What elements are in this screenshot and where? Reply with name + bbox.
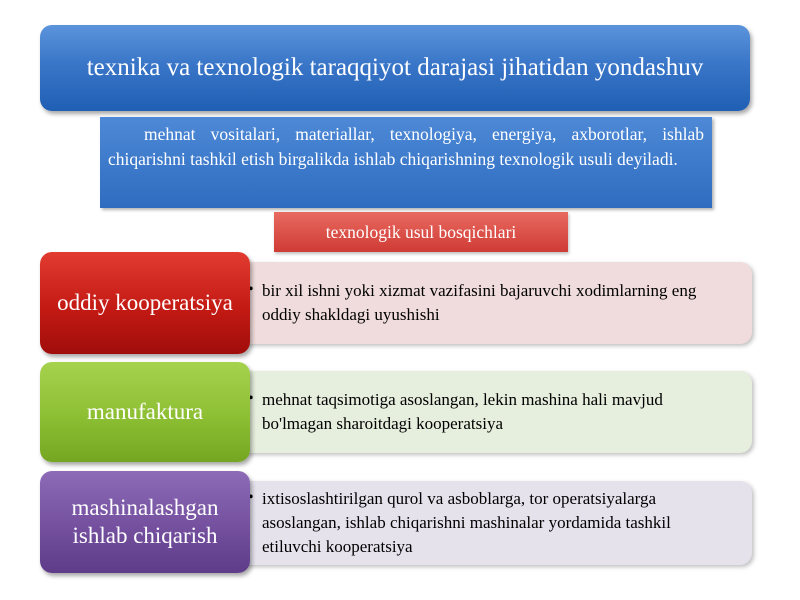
stages-label bbox=[274, 212, 568, 252]
stage-name-2: manufaktura bbox=[86, 399, 204, 424]
definition-box bbox=[100, 117, 712, 208]
stage-description-1 bbox=[210, 262, 752, 344]
stage-description-text-3: • ixtisoslashtirilgan qurol va asboblarga, tor operatsiyalarga asoslangan, ishlab chiqarishni mashinalar yordamida tashkil etiluvchi kooperatsiya bbox=[262, 487, 734, 559]
stage-description-2 bbox=[210, 371, 752, 453]
definition-text: mehnat vositalari, materiallar, texnologiya, energiya, axborotlar, ishlab chiqarishni tashkil etish birgalikda ishlab chiqarishning texnologik usuli deyiladi. bbox=[108, 124, 704, 169]
stage-description-3 bbox=[210, 481, 752, 565]
stage-box-2 bbox=[40, 362, 250, 462]
stage-box-3 bbox=[40, 471, 250, 573]
stage-name-1: oddiy kooperatsiya bbox=[57, 290, 233, 315]
stage-box-1 bbox=[40, 252, 250, 354]
stages-label-text: texnologik usul bosqichlari bbox=[325, 221, 517, 242]
diagram-title-text: texnika va texnologik taraqqiyot darajasi jihatidan yondashuv bbox=[86, 54, 704, 81]
diagram-title bbox=[40, 25, 750, 111]
stage-name-3: mashinalashgan ishlab chiqarish bbox=[71, 495, 219, 548]
stage-description-text-2: • mehnat taqsimotiga asoslangan, lekin mashina hali mavjud bo'lmagan sharoitdagi kooperatsiya bbox=[262, 388, 734, 436]
stage-description-text-1: • bir xil ishni yoki xizmat vazifasini bajaruvchi xodimlarning eng oddiy shakldagi uyushishi bbox=[262, 279, 734, 327]
